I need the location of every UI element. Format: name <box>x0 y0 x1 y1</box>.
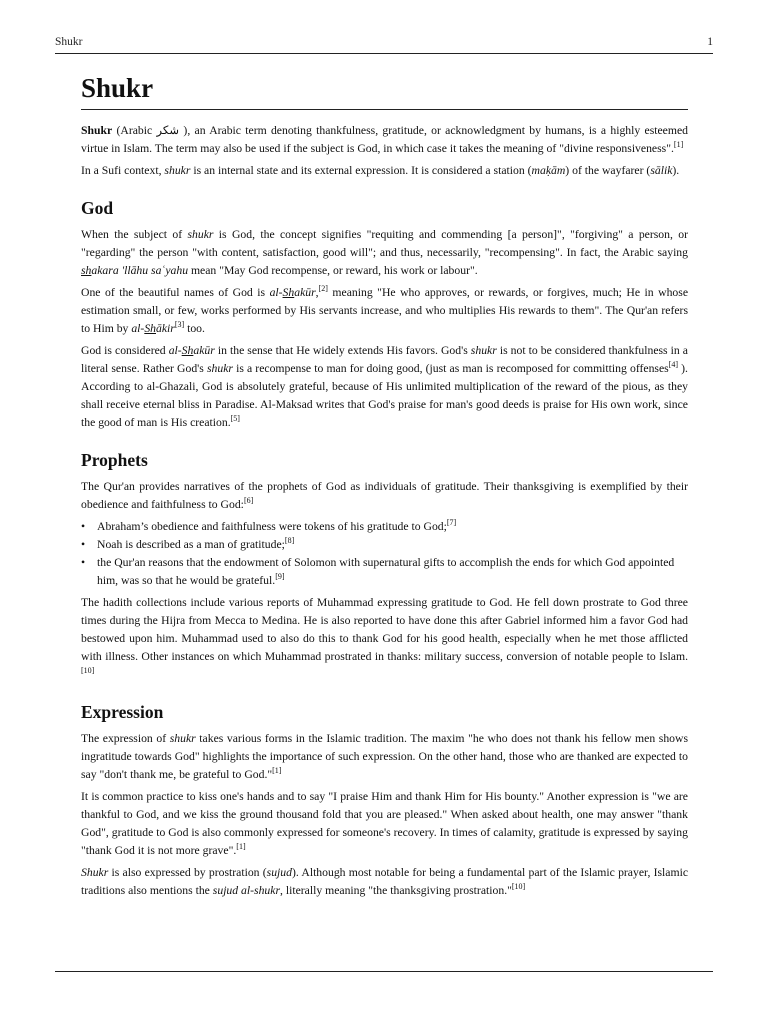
citation-link[interactable]: [2] <box>318 284 328 293</box>
expression-paragraph-3: Shukr is also expressed by prostration (sujud). Although most notable for being a fundamental part of the Islamic prayer, Islamic traditions also mentions the sujud al-shukr, literally meaning "the thanksgiving prostration."[10] <box>81 866 689 897</box>
citation-link[interactable]: [6] <box>243 496 254 505</box>
term-bold: Shukr <box>81 124 113 137</box>
list-item: • the Qur'an reasons that the endowment of Solomon with supernatural gifts to accomplish the ends for which God appointed him, was so that he would be grateful.[9] <box>81 554 688 590</box>
citation-link[interactable]: [8] <box>284 536 295 545</box>
intro-paragraph-2: In a Sufi context, shukr is an internal state and its external expression. It is considered a station (maḳām) of the wayfarer (sālik). <box>81 164 680 177</box>
citation-link[interactable]: [5] <box>230 414 240 423</box>
intro-paragraph-1: Shukr (Arabic شكر ), an Arabic term denoting thankfulness, gratitude, or acknowledgment by humans, is a highly esteemed virtue in Islam. The term may also be used if the subject is God, in which case it takes the meaning of "divine responsiveness".[1] <box>81 124 688 155</box>
god-paragraph-1: When the subject of shukr is God, the concept signifies "requiting and commending [a person]", "forgiving" a person, or "regarding" the person "with content, satisfaction, good will"; and thus, necessarily, "recompensing". In fact, the Arabic saying shakara 'llāhu saʿyahu mean "May God recompense, or reward, his work or labour". <box>81 228 688 277</box>
list-item: • Abraham’s obedience and faithfulness were tokens of his gratitude to God;[7] <box>81 518 688 536</box>
section-heading-god: God <box>81 198 114 218</box>
citation-link[interactable]: [10] <box>81 666 95 675</box>
article-title: Shukr <box>81 70 688 110</box>
article-body <box>81 70 688 904</box>
running-header <box>55 36 713 52</box>
section-heading-expression: Expression <box>81 702 164 722</box>
page-number: 1 <box>707 36 713 48</box>
citation-link[interactable]: [3] <box>174 320 185 329</box>
section-heading-prophets: Prophets <box>81 450 148 470</box>
prophets-paragraph-1: The Qur'an provides narratives of the prophets of God as individuals of gratitude. Their thanksgiving is exemplified by their obedience and faithfulness to God:[6] <box>81 480 688 511</box>
god-paragraph-3: God is considered al-Shakūr in the sense that He widely extends His favors. God's shukr is not to be considered thankfulness in a literal sense. Rather God's shukr is a recompense to man for doing good, (just as man is recomposed for committing offenses[4] ). According to al-Ghazali, God is absolutely grateful, because of His unlimited multiplication of the reward of the pious, as they shall receive eternal bliss in Paradise. Al-Maksad writes that God's praise for man's good deeds is praise for His own work, since the good of man is His creation.[5] <box>81 344 688 429</box>
citation-link[interactable]: [4] <box>668 360 679 369</box>
prophets-paragraph-2: The hadith collections include various reports of Muhammad expressing gratitude to God. He fell down prostrate to God three times during the Hijra from Mecca to Medina. He is also reported to have done this after Gabriel informed him a favor God had bestowed upon him. Muhammad used to also do this to thank God for his good health, especially when he met those afflicted with illness. Other instances on which Muhammad prostrated in thanks: military success, conversion of notable people to Islam.[10] <box>81 596 688 675</box>
running-title: Shukr <box>55 36 83 48</box>
expression-paragraph-1: The expression of shukr takes various forms in the Islamic tradition. The maxim "he who does not thank his fellow men shows ingratitude towards God" highlights the importance of such expression. On the other hand, those who are thanked are expected to say "don't thank me, be grateful to God."[1] <box>81 732 688 781</box>
citation-link[interactable]: [1] <box>272 766 282 775</box>
expression-paragraph-2: It is common practice to kiss one's hands and to say "I praise Him and thank Him for His bounty." Another expression is "we are thankful to God, and we kiss the ground thousand fold that you are pleased." When asked about health, one may answer "thank God", gratitude to God is also commonly expressed for someone's recovery. In times of calamity, gratitude is expressed by saying "thank God it is not more grave".[1] <box>81 790 688 857</box>
list-item: • Noah is described as a man of gratitude;[8] <box>81 536 688 554</box>
god-paragraph-2: One of the beautiful names of God is al-Shakūr,[2] meaning "He who approves, or rewards, or forgives, much; He in whose estimation small, or few, works performed by His servants increase, and who multiplies His rewards to them". The Qur'an refers to Him by al-Shākir[3] too. <box>81 284 689 335</box>
arabic-term: شكر <box>156 124 180 137</box>
citation-link[interactable]: [10] <box>511 882 526 891</box>
prophets-list <box>81 518 688 590</box>
header-divider <box>55 53 713 54</box>
citation-link[interactable]: [9] <box>275 572 285 581</box>
arabic-saying: shakara 'llāhu saʿyahu <box>81 264 189 277</box>
citation-link[interactable]: [1] <box>236 842 246 851</box>
citation-link[interactable]: [7] <box>446 518 457 527</box>
citation-link[interactable]: [1] <box>673 140 684 149</box>
footer-divider <box>55 971 713 972</box>
